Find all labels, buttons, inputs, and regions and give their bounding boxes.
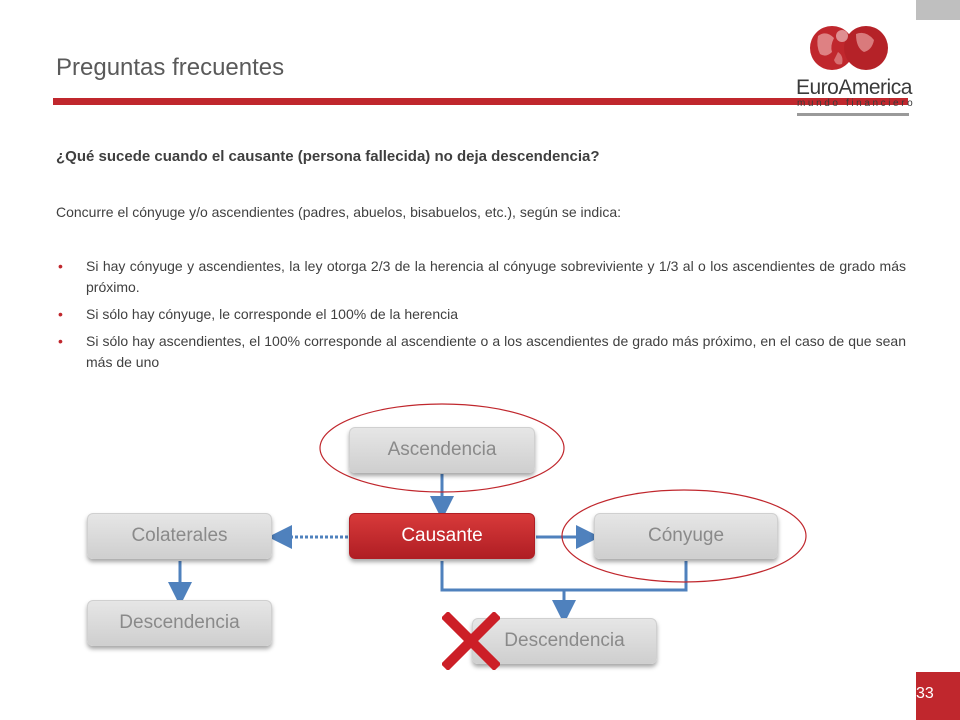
faq-question: ¿Qué sucede cuando el causante (persona fallecida) no deja descendencia? [56, 148, 600, 165]
list-item: • Si sólo hay ascendientes, el 100% corresponde al ascendiente o a los ascendientes de grado más próximo, en el caso de que sean más de uno [58, 333, 906, 370]
page-number: 33 [916, 672, 960, 720]
bullet-icon: • [58, 306, 63, 322]
node-ascendencia: Ascendencia [349, 427, 535, 473]
page-title: Preguntas frecuentes [56, 54, 285, 81]
node-colaterales: Colaterales [87, 513, 272, 559]
logo-tagline: mundo financiero [797, 98, 916, 109]
node-descendencia-left: Descendencia [87, 600, 272, 646]
bullet-icon: • [58, 333, 63, 349]
node-conyuge: Cónyuge [594, 513, 778, 559]
logo-wordmark: EuroAmerica [796, 76, 912, 99]
list-item: • Si hay cónyuge y ascendientes, la ley otorga 2/3 de la herencia al cónyuge sobreviviente y 1/3 al o los ascendientes de grado más próximo. [58, 258, 906, 295]
node-causante: Causante [349, 513, 535, 559]
node-descendencia-bottom: Descendencia [472, 618, 657, 664]
cross-icon [442, 612, 500, 670]
bullet-icon: • [58, 258, 63, 274]
connector-causante-descendencia [442, 561, 686, 590]
faq-intro: Concurre el cónyuge y/o ascendientes (padres, abuelos, bisabuelos, etc.), según se indica: [56, 204, 622, 220]
list-item: • Si sólo hay cónyuge, le corresponde el 100% de la herencia [56, 304, 906, 325]
